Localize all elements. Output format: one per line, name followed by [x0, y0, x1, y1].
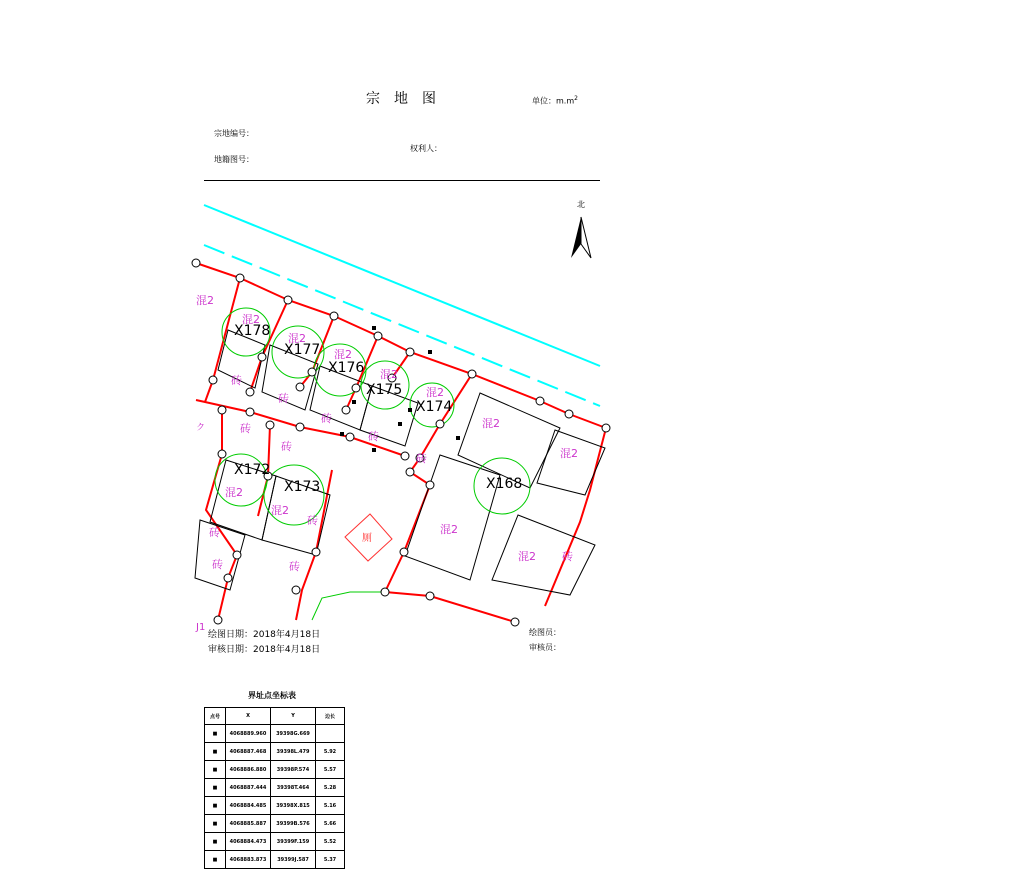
parcel-id: X177 [284, 342, 321, 358]
label-hun2: 混2 [426, 386, 444, 399]
parcel-id: X176 [328, 360, 365, 376]
label-hun2: 混2 [271, 504, 289, 517]
parcel-id: X168 [486, 476, 523, 492]
y-cell: 39399F.159 [271, 833, 316, 851]
table-row [205, 743, 345, 761]
label-j1: J1 [196, 622, 206, 633]
length-cell: 5.16 [316, 797, 345, 815]
north-label: 北 [577, 200, 585, 209]
parcel-id: X173 [284, 479, 321, 495]
coordinate-table [204, 707, 345, 869]
length-cell: 5.57 [316, 761, 345, 779]
parcel-id: X172 [234, 462, 271, 478]
x-cell: 4068883.873 [226, 851, 271, 869]
label-hun2: 混2 [196, 294, 214, 307]
point-cell: ■ [205, 743, 226, 761]
x-cell: 4068884.473 [226, 833, 271, 851]
length-cell [316, 725, 345, 743]
unit-text: 单位：m.m [532, 96, 575, 106]
checker-label: 审核员： [529, 643, 561, 652]
label-zhuan: 砖 [212, 558, 223, 571]
length-cell: 5.37 [316, 851, 345, 869]
sheet-number-label: 地籍图号： [214, 155, 254, 164]
label-zhuan: 砖 [240, 422, 251, 435]
y-cell: 39398G.669 [271, 725, 316, 743]
table-row [205, 797, 345, 815]
label-hun2: 混2 [242, 313, 260, 326]
page-title: 宗地图 [366, 91, 450, 107]
label-hun2: 混2 [560, 447, 578, 460]
table-row [205, 851, 345, 869]
x-cell: 4068887.444 [226, 779, 271, 797]
coordinate-table-body [205, 725, 345, 869]
table-row [205, 779, 345, 797]
parcel-id: X175 [366, 382, 403, 398]
label-zhuan: 砖 [278, 392, 289, 405]
label-zhuan: 砖 [209, 526, 220, 539]
table-row [205, 761, 345, 779]
parcel-id: X174 [416, 399, 453, 415]
x-cell: 4068884.485 [226, 797, 271, 815]
table-header-row [205, 708, 345, 725]
draw-date: 绘图日期：2018年4月18日 [208, 630, 321, 640]
label-hun2: 混2 [380, 368, 398, 381]
label-hun2: 混2 [482, 417, 500, 430]
table-row [205, 725, 345, 743]
label-zhuan: 砖 [231, 374, 242, 387]
point-cell: ■ [205, 761, 226, 779]
length-cell: 5.52 [316, 833, 345, 851]
x-cell: 4068889.960 [226, 725, 271, 743]
length-cell: 5.92 [316, 743, 345, 761]
owner-label: 权利人： [410, 144, 442, 153]
header-length: 边长 [316, 708, 345, 725]
label-hun2: 混2 [334, 348, 352, 361]
check-date: 审核日期：2018年4月18日 [208, 645, 321, 655]
label-ding: ク [196, 423, 206, 433]
y-cell: 39398P.574 [271, 761, 316, 779]
table-row [205, 833, 345, 851]
x-cell: 4068887.468 [226, 743, 271, 761]
y-cell: 39398X.815 [271, 797, 316, 815]
y-cell: 39398L.479 [271, 743, 316, 761]
x-cell: 4068885.887 [226, 815, 271, 833]
label-zhuan: 砖 [289, 560, 300, 573]
drafter-label: 绘图员： [529, 628, 561, 637]
label-zhuan: 砖 [321, 412, 332, 425]
point-cell: ■ [205, 851, 226, 869]
label-zhuan: 砖 [281, 440, 292, 453]
label-zhuan: 砖 [368, 430, 379, 443]
unit-superscript: 2 [574, 95, 578, 102]
label-zhuan: 砖 [416, 452, 427, 465]
x-cell: 4068886.880 [226, 761, 271, 779]
label-zhuan: 砖 [307, 514, 318, 527]
point-cell: ■ [205, 815, 226, 833]
label-hun2: 混2 [518, 550, 536, 563]
length-cell: 5.66 [316, 815, 345, 833]
point-cell: ■ [205, 797, 226, 815]
header-x: X [226, 708, 271, 725]
y-cell: 39399J.587 [271, 851, 316, 869]
y-cell: 39399B.576 [271, 815, 316, 833]
table-title: 界址点坐标表 [248, 691, 296, 700]
label-hun2: 混2 [225, 486, 243, 499]
label-zhuan: 砖 [562, 550, 573, 563]
parcel-number-label: 宗地编号： [214, 129, 254, 138]
north-arrow-icon [571, 217, 591, 258]
label-toilet: 厕 [362, 533, 372, 544]
parcel-id: X178 [234, 323, 271, 339]
point-cell: ■ [205, 779, 226, 797]
header-point: 点号 [205, 708, 226, 725]
label-hun2: 混2 [440, 523, 458, 536]
label-hun2: 混2 [288, 332, 306, 345]
table-row [205, 815, 345, 833]
y-cell: 39398T.464 [271, 779, 316, 797]
road-edge-line [204, 205, 600, 366]
point-cell: ■ [205, 833, 226, 851]
point-cell: ■ [205, 725, 226, 743]
length-cell: 5.28 [316, 779, 345, 797]
header-y: Y [271, 708, 316, 725]
